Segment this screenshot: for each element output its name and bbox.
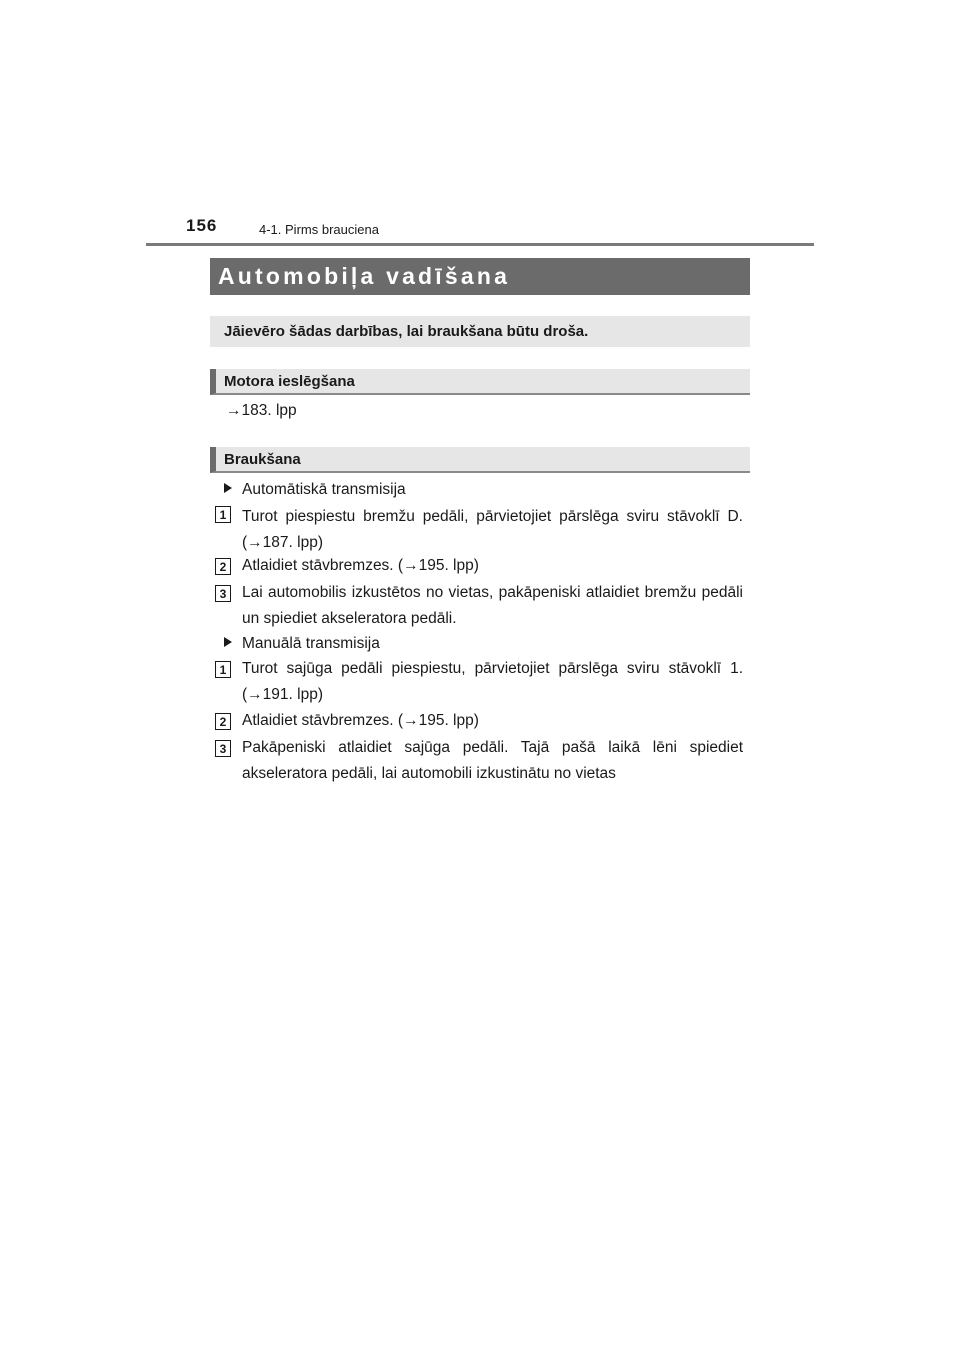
subheading-driving: Braukšana [210, 447, 750, 473]
step-text: Turot piespiestu bremžu pedāli, pārvietojiet pārslēga sviru stāvoklī D. (→187. lpp) [242, 508, 743, 551]
section-path: 4-1. Pirms brauciena [259, 222, 379, 237]
step-text: Lai automobilis izkustētos no vietas, pakāpeniski atlaidiet bremžu pedāli un spiediet akseleratora pedāli. [242, 584, 743, 627]
page-number: 156 [186, 216, 218, 235]
triangle-bullet-icon [224, 637, 232, 647]
step-number: 1 [215, 661, 231, 678]
bullet-label: Manuālā transmisija [242, 635, 380, 652]
step-text: Atlaidiet stāvbremzes. (→195. lpp) [242, 712, 479, 729]
step-number: 1 [215, 506, 231, 523]
triangle-bullet-icon [224, 483, 232, 493]
intro-box: Jāievēro šādas darbības, lai braukšana būtu droša. [210, 316, 750, 347]
step-text: Turot sajūga pedāli piespiestu, pārvietojiet pārslēga sviru stāvoklī 1. (→191. lpp) [242, 660, 743, 703]
step-number: 2 [215, 558, 231, 575]
subheading-engine-start: Motora ieslēgšana [210, 369, 750, 395]
page-title: Automobiļa vadīšana [210, 258, 750, 295]
bullet-label: Automātiskā transmisija [242, 481, 406, 498]
step-number: 3 [215, 585, 231, 602]
bullet-manual [224, 631, 380, 656]
engine-start-reference: →183. lpp [226, 402, 297, 419]
step-text: Atlaidiet stāvbremzes. (→195. lpp) [242, 557, 479, 574]
header-rule [146, 243, 814, 246]
step-number: 2 [215, 713, 231, 730]
step-text: Pakāpeniski atlaidiet sajūga pedāli. Tajā pašā laikā lēni spiediet akseleratora pedāli, lai automobili izkustinātu no vietas [242, 739, 743, 782]
bullet-automatic [224, 477, 406, 502]
step-number: 3 [215, 740, 231, 757]
